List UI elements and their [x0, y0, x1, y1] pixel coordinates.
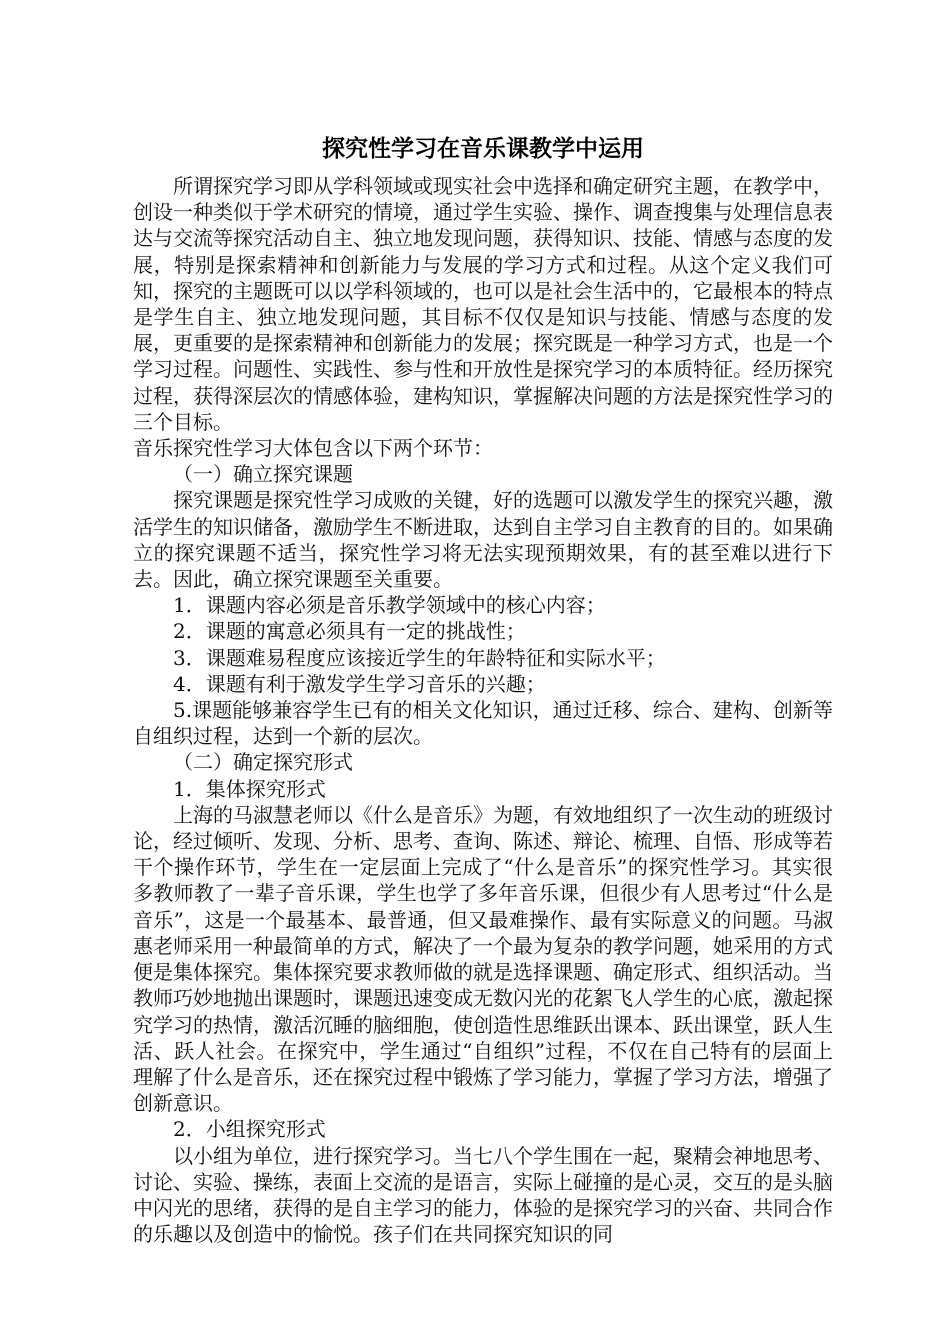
body-paragraph: 4．课题有利于激发学生学习音乐的兴趣； [173, 671, 546, 696]
document-page [133, 127, 833, 1247]
body-paragraph: 2．小组探究形式 [173, 1117, 326, 1142]
body-paragraph: 上海的马淑慧老师以《什么是音乐》为题，有效地组织了一次生动的班级讨论，经过倾听、发现、分析、思考、查询、陈述、辩论、梳理、自悟、形成等若干个操作环节，学生在一定层面上完成了“什么是音乐”的探究性学习。其实很多教师教了一辈子音乐课，学生也学了多年音乐课，但很少有人思考过“什么是音乐”，这是一个最基本、最普通，但又最难操作、最有实际意义的问题。马淑惠老师采用一种最简单的方式，解决了一个最为复杂的教学问题，她采用的方式便是集体探究。集体探究要求教师做的就是选择课题、确定形式、组织活动。当教师巧妙地抛出课题时，课题迅速变成无数闪光的花絮飞人学生的心底，激起探究学习的热情，激活沉睡的脑细胞，使创造性思维跃出课本、跃出课堂，跃人生活、跃人社会。在探究中，学生通过“自组织”过程，不仅在自己特有的层面上理解了什么是音乐，还在探究过程中锻炼了学习能力，掌握了学习方法，增强了创新意识。 [133, 802, 833, 1116]
body-paragraph: 1．集体探究形式 [173, 776, 326, 801]
body-paragraph: 音乐探究性学习大体包含以下两个环节： [133, 436, 493, 461]
document-body [133, 173, 833, 1247]
body-paragraph: 所谓探究学习即从学科领域或现实社会中选择和确定研究主题，在教学中，创设一种类似于学术研究的情境，通过学生实验、操作、调查搜集与处理信息表达与交流等探究活动自主、独立地发现问题，获得知识、技能、情感与态度的发展，特别是探索精神和创新能力与发展的学习方式和过程。从这个定义我们可知，探究的主题既可以以学科领域的，也可以是社会生活中的，它最根本的特点是学生自主、独立地发现问题，其目标不仅仅是知识与技能、情感与态度的发展，更重要的是探索精神和创新能力的发展；探究既是一种学习方式，也是一个学习过程。问题性、实践性、参与性和开放性是探究学习的本质特征。经历探究过程，获得深层次的情感体验，建构知识，掌握解决问题的方法是探究性学习的三个目标。 [133, 174, 833, 434]
body-paragraph: 1．课题内容必须是音乐教学领域中的核心内容； [173, 593, 606, 618]
body-paragraph: 2．课题的寓意必须具有一定的挑战性； [173, 619, 526, 644]
body-paragraph: 探究课题是探究性学习成败的关键，好的选题可以激发学生的探究兴趣，激活学生的知识储备，激励学生不断进取，达到自主学习自主教育的目的。如果确立的探究课题不适当，探究性学习将无法实现预期效果，有的甚至难以进行下去。因此，确立探究课题至关重要。 [133, 488, 833, 592]
body-paragraph: （二）确定探究形式 [173, 750, 353, 775]
body-paragraph: （一）确立探究课题 [173, 462, 353, 487]
document-title: 探究性学习在音乐课教学中运用 [322, 136, 644, 162]
body-paragraph: 以小组为单位，进行探究学习。当七八个学生围在一起，聚精会神地思考、讨论、实验、操练，表面上交流的是语言，实际上碰撞的是心灵，交互的是头脑中闪光的思绪，获得的是自主学习的能力，体验的是探究学习的兴奋、共同合作的乐趣以及创造中的愉悦。孩子们在共同探究知识的同 [133, 1143, 833, 1247]
body-paragraph: 5.课题能够兼容学生已有的相关文化知识，通过迁移、综合、建构、创新等自组织过程，达到一个新的层次。 [133, 698, 833, 749]
body-paragraph: 3．课题难易程度应该接近学生的年龄特征和实际水平； [173, 645, 666, 670]
